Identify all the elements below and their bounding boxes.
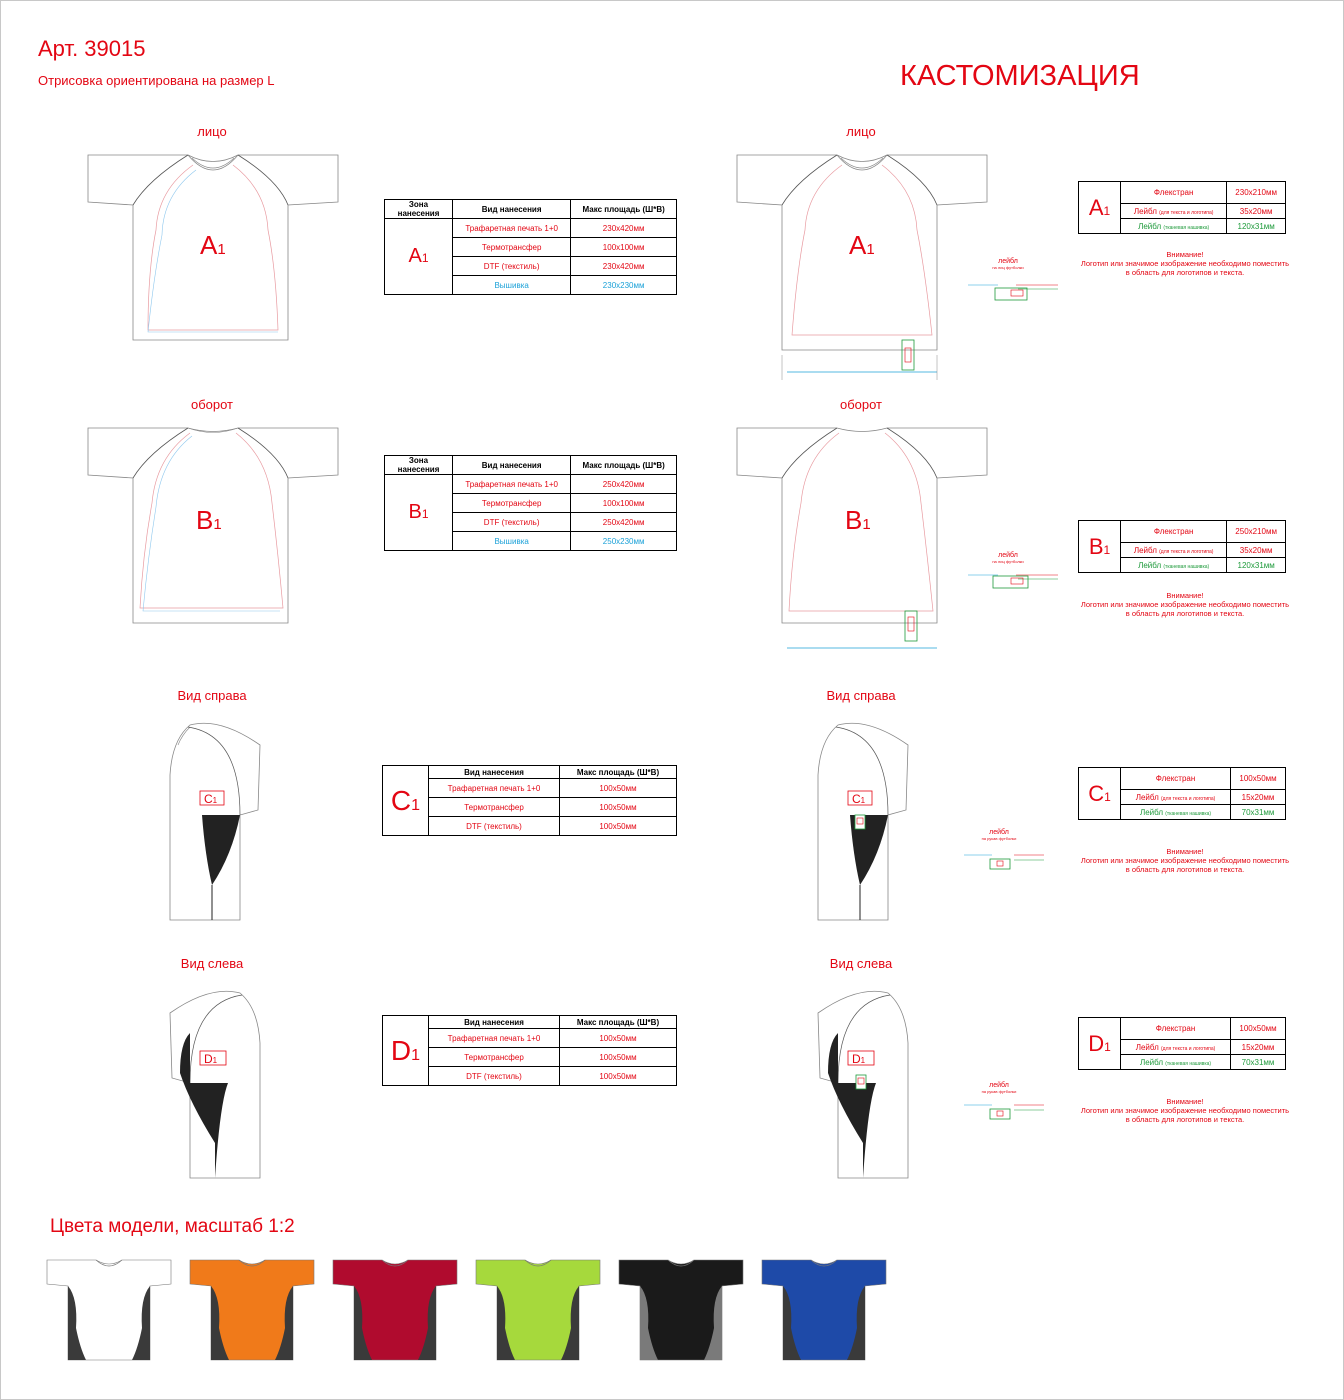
spec-table-d [382,1015,677,1086]
view-label-front: лицо [197,124,227,139]
spec-b-area-2: 100х100мм [571,494,677,513]
custom-c-flex-size: 100х50мм [1231,768,1286,790]
spec-b-header-area: Макс площадь (Ш*В) [571,456,677,475]
spec-d-area-2: 100х50мм [559,1048,676,1067]
spec-b-area-4: 250х230мм [571,532,677,551]
custom-d-label-woven: Лейбл (тканевая нашивка) [1121,1055,1231,1070]
spec-d-method-2: Термотрансфер [429,1048,560,1067]
spec-a-area-2: 100х100мм [571,238,677,257]
spec-a-header-zone: Зона нанесения [385,200,453,219]
zone-a-mark-front-custom: A1 [849,230,875,260]
custom-c-label-text-size: 15х20мм [1231,790,1286,805]
tshirt-right-side-drawing [160,715,270,925]
zone-c-mark-right-custom: C1 [852,792,866,806]
custom-b-zone: B1 [1079,521,1121,573]
custom-table-d [1078,1017,1286,1070]
spec-table-a [384,199,677,295]
spec-d-method-3: DTF (текстиль) [429,1067,560,1086]
spec-c-area-2: 100х50мм [559,798,676,817]
custom-b-label-text-size: 35х20мм [1227,543,1286,558]
spec-c-method-2: Термотрансфер [429,798,560,817]
spec-a-method-2: Термотрансфер [453,238,571,257]
view-label-left: Вид слева [180,956,244,971]
label-marker-back: лейбл на лиц футболки [992,552,1024,564]
spec-a-method-1: Трафаретная печать 1+0 [453,219,571,238]
spec-c-area-3: 100х50мм [559,817,676,836]
spec-c-header-method: Вид нанесения [429,766,560,779]
custom-b-label-text: Лейбл (для текста и логотипа) [1121,543,1227,558]
custom-b-label-woven: Лейбл (тканевая нашивка) [1121,558,1227,573]
spec-a-method-3: DTF (текстиль) [453,257,571,276]
custom-table-b [1078,520,1286,573]
spec-b-area-1: 250х420мм [571,475,677,494]
tshirt-right-side-custom-drawing [808,715,918,925]
custom-c-label-woven-size: 70х31мм [1231,805,1286,820]
spec-table-b [384,455,677,551]
spec-b-method-1: Трафаретная печать 1+0 [453,475,571,494]
custom-b-flex-label: Флекстран [1121,521,1227,543]
spec-a-area-4: 230х230мм [571,276,677,295]
warning-a: Внимание! Логотип или значимое изображение необходимо поместить в область для логотипов и текста. [1080,250,1290,277]
spec-b-method-3: DTF (текстиль) [453,513,571,532]
view-label-back: оборот [190,397,234,412]
custom-d-label-woven-size: 70х31мм [1231,1055,1286,1070]
warning-b: Внимание! Логотип или значимое изображение необходимо поместить в область для логотипов и текста. [1080,591,1290,618]
zone-a-mark-front: A1 [200,230,226,260]
custom-a-label-woven: Лейбл (тканевая нашивка) [1121,219,1227,234]
spec-b-zone: B1 [385,475,453,551]
spec-a-method-4: Вышивка [453,276,571,295]
custom-d-zone: D1 [1079,1018,1121,1070]
custom-b-flex-size: 250х210мм [1227,521,1286,543]
size-note: Отрисовка ориентирована на размер L [38,73,275,88]
color-swatch-6 [761,1258,887,1362]
custom-a-label-woven-size: 120х31мм [1227,219,1286,234]
view-label-right: Вид справа [177,688,247,703]
view-label-right-custom: Вид справа [826,688,896,703]
custom-c-label-woven: Лейбл (тканевая нашивка) [1121,805,1231,820]
label-diagram-right [964,850,1044,872]
spec-c-area-1: 100х50мм [559,779,676,798]
view-label-back-custom: оборот [839,397,883,412]
spec-c-header-area: Макс площадь (Ш*В) [559,766,676,779]
zone-d-mark-left: D1 [204,1052,218,1066]
color-swatch-5 [618,1258,744,1362]
custom-d-label-text-size: 15х20мм [1231,1040,1286,1055]
custom-c-label-text: Лейбл (для текста и логотипа) [1121,790,1231,805]
custom-d-flex-label: Флекстран [1121,1018,1231,1040]
custom-d-label-text: Лейбл (для текста и логотипа) [1121,1040,1231,1055]
label-marker-left: лейбл на рукав футболки [981,1082,1017,1094]
tshirt-left-side-custom-drawing [808,983,918,1193]
custom-d-flex-size: 100х50мм [1231,1018,1286,1040]
custom-a-label-text: Лейбл (для текста и логотипа) [1121,204,1227,219]
custom-a-label-text-size: 35х20мм [1227,204,1286,219]
spec-b-area-3: 250х420мм [571,513,677,532]
spec-d-area-3: 100х50мм [559,1067,676,1086]
spec-d-header-area: Макс площадь (Ш*В) [559,1016,676,1029]
article-number: Арт. 39015 [38,36,146,61]
label-diagram-front [968,280,1058,305]
spec-a-header-area: Макс площадь (Ш*В) [571,200,677,219]
custom-a-flex-size: 230х210мм [1227,182,1286,204]
spec-d-zone: D1 [383,1016,429,1086]
custom-a-flex-label: Флекстран [1121,182,1227,204]
spec-c-method-3: DTF (текстиль) [429,817,560,836]
spec-c-zone: C1 [383,766,429,836]
view-label-front-custom: лицо [846,124,876,139]
custom-table-c [1078,767,1286,820]
color-swatch-2 [189,1258,315,1362]
color-swatch-1 [46,1258,172,1362]
spec-b-header-method: Вид нанесения [453,456,571,475]
label-marker-right: лейбл на рукав футболки [981,829,1017,841]
tshirt-back-custom-drawing [737,423,987,658]
spec-a-area-1: 230х420мм [571,219,677,238]
label-marker-front: лейбл на лиц футболки [992,258,1024,270]
spec-d-header-method: Вид нанесения [429,1016,560,1029]
spec-table-c [382,765,677,836]
color-swatch-4 [475,1258,601,1362]
spec-a-area-3: 230х420мм [571,257,677,276]
spec-d-method-1: Трафаретная печать 1+0 [429,1029,560,1048]
label-diagram-back [968,570,1058,595]
spec-c-method-1: Трафаретная печать 1+0 [429,779,560,798]
colors-title: Цвета модели, масштаб 1:2 [50,1216,295,1237]
spec-b-method-4: Вышивка [453,532,571,551]
zone-b-mark-back: B1 [196,505,222,535]
zone-b-mark-back-custom: B1 [845,505,871,535]
custom-b-label-woven-size: 120х31мм [1227,558,1286,573]
custom-c-flex-label: Флекстран [1121,768,1231,790]
tshirt-front-custom-drawing [737,150,987,385]
color-swatch-3 [332,1258,458,1362]
tshirt-front-drawing [88,150,338,350]
customization-title: КАСТОМИЗАЦИЯ [900,60,1140,92]
custom-table-a [1078,181,1286,234]
zone-d-mark-left-custom: D1 [852,1052,866,1066]
spec-b-header-zone: Зона нанесения [385,456,453,475]
warning-c: Внимание! Логотип или значимое изображение необходимо поместить в область для логотипов и текста. [1080,847,1290,874]
view-label-left-custom: Вид слева [829,956,893,971]
zone-c-mark-right: C1 [204,792,218,806]
spec-a-zone: A1 [385,219,453,295]
tshirt-back-drawing [88,423,338,628]
tshirt-left-side-drawing [160,983,270,1193]
spec-a-header-method: Вид нанесения [453,200,571,219]
warning-d: Внимание! Логотип или значимое изображение необходимо поместить в область для логотипов и текста. [1080,1097,1290,1124]
spec-d-area-1: 100х50мм [559,1029,676,1048]
label-diagram-left [964,1100,1044,1122]
custom-a-zone: A1 [1079,182,1121,234]
custom-c-zone: C1 [1079,768,1121,820]
spec-b-method-2: Термотрансфер [453,494,571,513]
color-swatches [46,1258,896,1363]
